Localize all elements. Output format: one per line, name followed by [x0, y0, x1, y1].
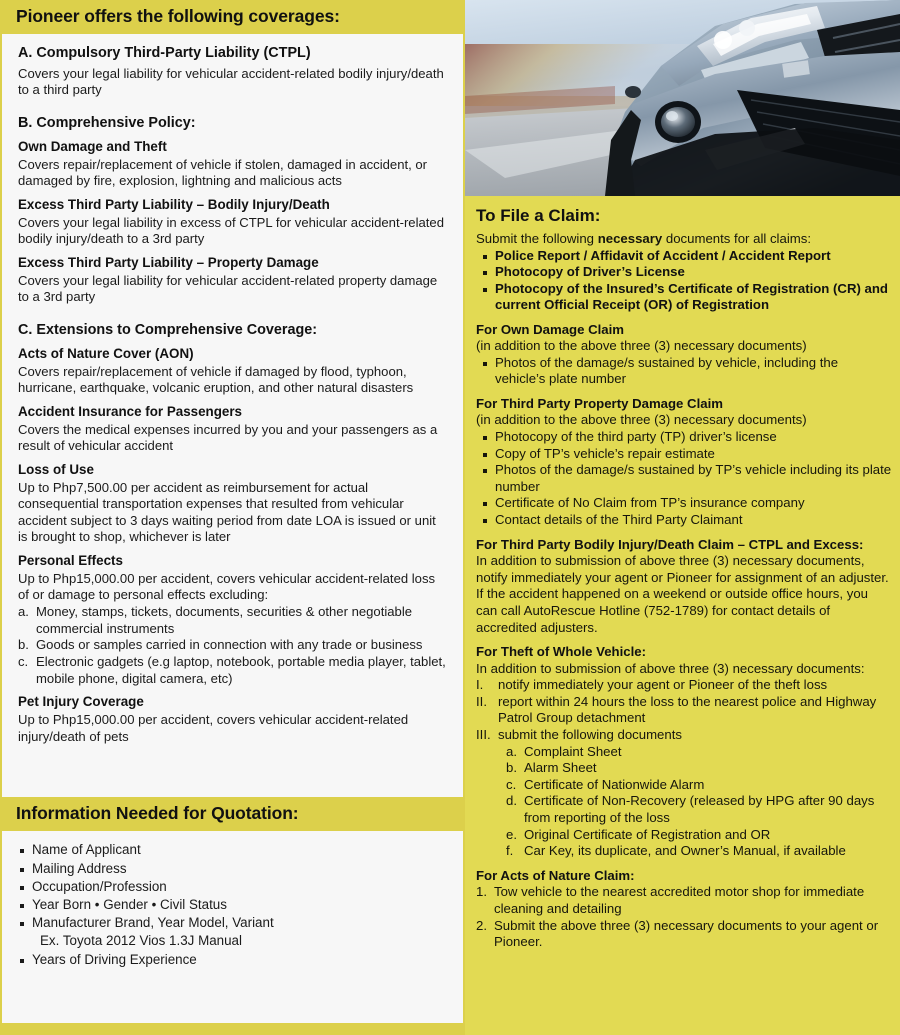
list-item: Photocopy of the third party (TP) driver’s license	[482, 429, 892, 446]
claim-intro-post: documents for all claims:	[662, 231, 811, 246]
personal-effects-exclusion	[18, 637, 447, 654]
theft-step-marker: II.	[476, 693, 487, 709]
section-c-heading: C. Extensions to Comprehensive Coverage:	[18, 321, 318, 338]
coverages-header-title: Pioneer offers the following coverages:	[16, 6, 340, 26]
coverage-accident-insurance-title: Accident Insurance for Passengers	[18, 403, 243, 419]
coverage-pet-injury-body: Up to Php15,000.00 per accident, covers vehicular accident-related injury/death of pets	[18, 711, 409, 744]
necessary-documents-list	[476, 248, 892, 315]
theft-step	[476, 727, 892, 744]
theft-step-text: report within 24 hours the loss to the nearest police and Highway Patrol Group detachment	[498, 693, 877, 726]
exclusion-marker: c.	[18, 653, 29, 669]
theft-document	[476, 760, 892, 777]
claim-intro	[476, 231, 892, 248]
theft-document-text: Car Key, its duplicate, and Owner’s Manual, if available	[524, 843, 846, 859]
list-item: Photocopy of the Insured’s Certificate of Registration (CR) and current Official Receipt (OR) of Registration	[482, 281, 892, 314]
theft-document	[476, 744, 892, 761]
exclusion-text: Money, stamps, tickets, documents, securities & other negotiable commercial instruments	[36, 604, 413, 636]
quotation-header-title: Information Needed for Quotation:	[16, 803, 299, 824]
coverage-pet-injury-title: Pet Injury Coverage	[18, 694, 144, 710]
coverage-loss-of-use-title: Loss of Use	[18, 461, 94, 477]
coverage-excess-bodily-body: Covers your legal liability in excess of CTPL for vehicular accident-related bodily injury/death to a 3rd party	[18, 214, 444, 247]
exclusion-text: Electronic gadgets (e.g laptop, notebook, portable media player, tablet, mobile phone, digital camera, etc)	[36, 653, 446, 686]
coverage-aon-body: Covers repair/replacement of vehicle if damaged by flood, typhoon, hurricane, earthquake, volcanic eruption, and other natural disasters	[18, 363, 414, 396]
tp-property-heading: For Third Party Property Damage Claim	[476, 396, 723, 412]
theft-document	[476, 843, 892, 860]
theft-document	[476, 793, 892, 826]
claim-title: To File a Claim:	[476, 206, 601, 225]
acts-of-nature-step-marker: 1.	[476, 884, 487, 900]
theft-heading: For Theft of Whole Vehicle:	[476, 644, 646, 660]
theft-document-marker: d.	[506, 793, 517, 809]
theft-step-marker: I.	[476, 677, 484, 693]
coverage-own-damage-title: Own Damage and Theft	[18, 138, 167, 154]
list-item: Occupation/Profession	[18, 878, 447, 896]
acts-of-nature-step-text: Submit the above three (3) necessary documents to your agent or Pioneer.	[494, 917, 879, 950]
claim-intro-pre: Submit the following	[476, 231, 598, 246]
list-item: Certificate of No Claim from TP’s insurance company	[482, 495, 892, 512]
list-item-continuation-text: Ex. Toyota 2012 Vios 1.3J Manual	[40, 933, 242, 949]
theft-document-text: Original Certificate of Registration and OR	[524, 826, 771, 842]
theft-document	[476, 777, 892, 794]
theft-document-marker: c.	[506, 776, 517, 792]
list-item: Copy of TP’s vehicle’s repair estimate	[482, 446, 892, 463]
claim-intro-bold: necessary	[597, 231, 663, 246]
acts-of-nature-step	[476, 918, 892, 951]
theft-document	[476, 827, 892, 844]
own-damage-heading: For Own Damage Claim	[476, 322, 625, 337]
acts-of-nature-heading: For Acts of Nature Claim:	[476, 867, 635, 883]
list-item: Photos of the damage/s sustained by TP’s vehicle including its plate number	[482, 462, 892, 495]
list-item: Police Report / Affidavit of Accident / Accident Report	[482, 248, 892, 265]
list-item: Manufacturer Brand, Year Model, Variant	[18, 914, 447, 932]
quotation-content	[0, 831, 465, 979]
coverage-own-damage-body: Covers repair/replacement of vehicle if stolen, damaged in accident, or damaged by fire, explosion, lightning and malicious acts	[18, 156, 428, 189]
theft-note: In addition to submission of above three (3) necessary documents:	[476, 660, 865, 676]
list-item: Years of Driving Experience	[18, 951, 447, 969]
coverage-personal-effects-body: Up to Php15,000.00 per accident, covers vehicular accident-related loss of or damage to personal effects excluding:	[18, 570, 436, 603]
tp-property-list	[476, 429, 892, 529]
tp-bodily-heading: For Third Party Bodily Injury/Death Claim – CTPL and Excess:	[476, 536, 864, 552]
theft-step	[476, 677, 892, 694]
theft-step	[476, 694, 892, 727]
acts-of-nature-step	[476, 884, 892, 917]
car-photo-illustration	[465, 0, 900, 196]
theft-step-text: submit the following documents	[498, 726, 682, 742]
theft-document-marker: a.	[506, 743, 517, 759]
list-item: Photocopy of Driver’s License	[482, 264, 892, 281]
theft-document-text: Complaint Sheet	[524, 743, 622, 759]
personal-effects-exclusion	[18, 604, 447, 637]
section-b-heading: B. Comprehensive Policy:	[18, 115, 196, 132]
coverages-header-band	[0, 0, 465, 34]
coverage-personal-effects-title: Personal Effects	[18, 553, 123, 569]
own-damage-list	[476, 355, 892, 388]
left-filler	[0, 979, 465, 1023]
theft-document-marker: e.	[506, 826, 517, 842]
tp-bodily-body: In addition to submission of above three (3) necessary documents, notify immediately your agent or Pioneer for assignment of an adjuster. If the accident happened on a weekend or outside office hours, you can call AutoRescue Hotline (752-1789) for contact details of accredited adjusters.	[476, 553, 889, 635]
coverages-content	[0, 34, 465, 797]
coverage-aon-title: Acts of Nature Cover (AON)	[18, 345, 194, 361]
right-column	[465, 0, 900, 1035]
theft-document-text: Alarm Sheet	[524, 760, 597, 776]
exclusion-text: Goods or samples carried in connection with any trade or business	[36, 637, 423, 653]
theft-document-marker: b.	[506, 760, 517, 776]
list-item: Year Born • Gender • Civil Status	[18, 896, 447, 914]
coverage-excess-bodily-title: Excess Third Party Liability – Bodily Injury/Death	[18, 196, 330, 212]
coverage-accident-insurance-body: Covers the medical expenses incurred by you and your passengers as a result of vehicular accident	[18, 421, 438, 454]
theft-document-text: Certificate of Nationwide Alarm	[524, 776, 705, 792]
bottom-band	[0, 1023, 465, 1035]
coverage-loss-of-use-body: Up to Php7,500.00 per accident as reimbursement for actual consequential transportation expenses that resulted from vehicular accident subject to 3 days waiting period from date LOA is issued or unit is brought to shop, whichever is later	[18, 479, 436, 545]
own-damage-note: (in addition to the above three (3) necessary documents)	[476, 338, 807, 354]
coverage-excess-property-body: Covers your legal liability for vehicular accident-related property damage to a 3rd party	[18, 272, 438, 305]
quotation-list	[18, 841, 447, 969]
quotation-header-band	[0, 797, 465, 831]
coverage-excess-property-title: Excess Third Party Liability – Property Damage	[18, 254, 319, 270]
acts-of-nature-step-marker: 2.	[476, 917, 487, 933]
list-item: Name of Applicant	[18, 841, 447, 859]
list-item-continuation	[18, 932, 447, 950]
exclusion-marker: b.	[18, 637, 29, 653]
section-a-body: Covers your legal liability for vehicular accident-related bodily injury/death to a third party	[18, 65, 444, 98]
personal-effects-exclusion	[18, 654, 447, 687]
acts-of-nature-step-text: Tow vehicle to the nearest accredited motor shop for immediate cleaning and detailing	[494, 884, 865, 916]
theft-document-marker: f.	[506, 843, 514, 859]
section-a-heading: A. Compulsory Third-Party Liability (CTPL)	[18, 45, 311, 61]
exclusion-marker: a.	[18, 604, 29, 620]
claims-content	[465, 196, 900, 1035]
list-item: Photos of the damage/s sustained by vehicle, including the vehicle’s plate number	[482, 355, 892, 388]
theft-step-text: notify immediately your agent or Pioneer of the theft loss	[498, 677, 828, 693]
theft-document-text: Certificate of Non-Recovery (released by HPG after 90 days from reporting of the loss	[524, 793, 875, 826]
theft-step-marker: III.	[476, 726, 491, 742]
tp-property-note: (in addition to the above three (3) necessary documents)	[476, 412, 807, 428]
car-photo	[465, 0, 900, 196]
list-item: Mailing Address	[18, 860, 447, 878]
list-item: Contact details of the Third Party Claimant	[482, 512, 892, 529]
